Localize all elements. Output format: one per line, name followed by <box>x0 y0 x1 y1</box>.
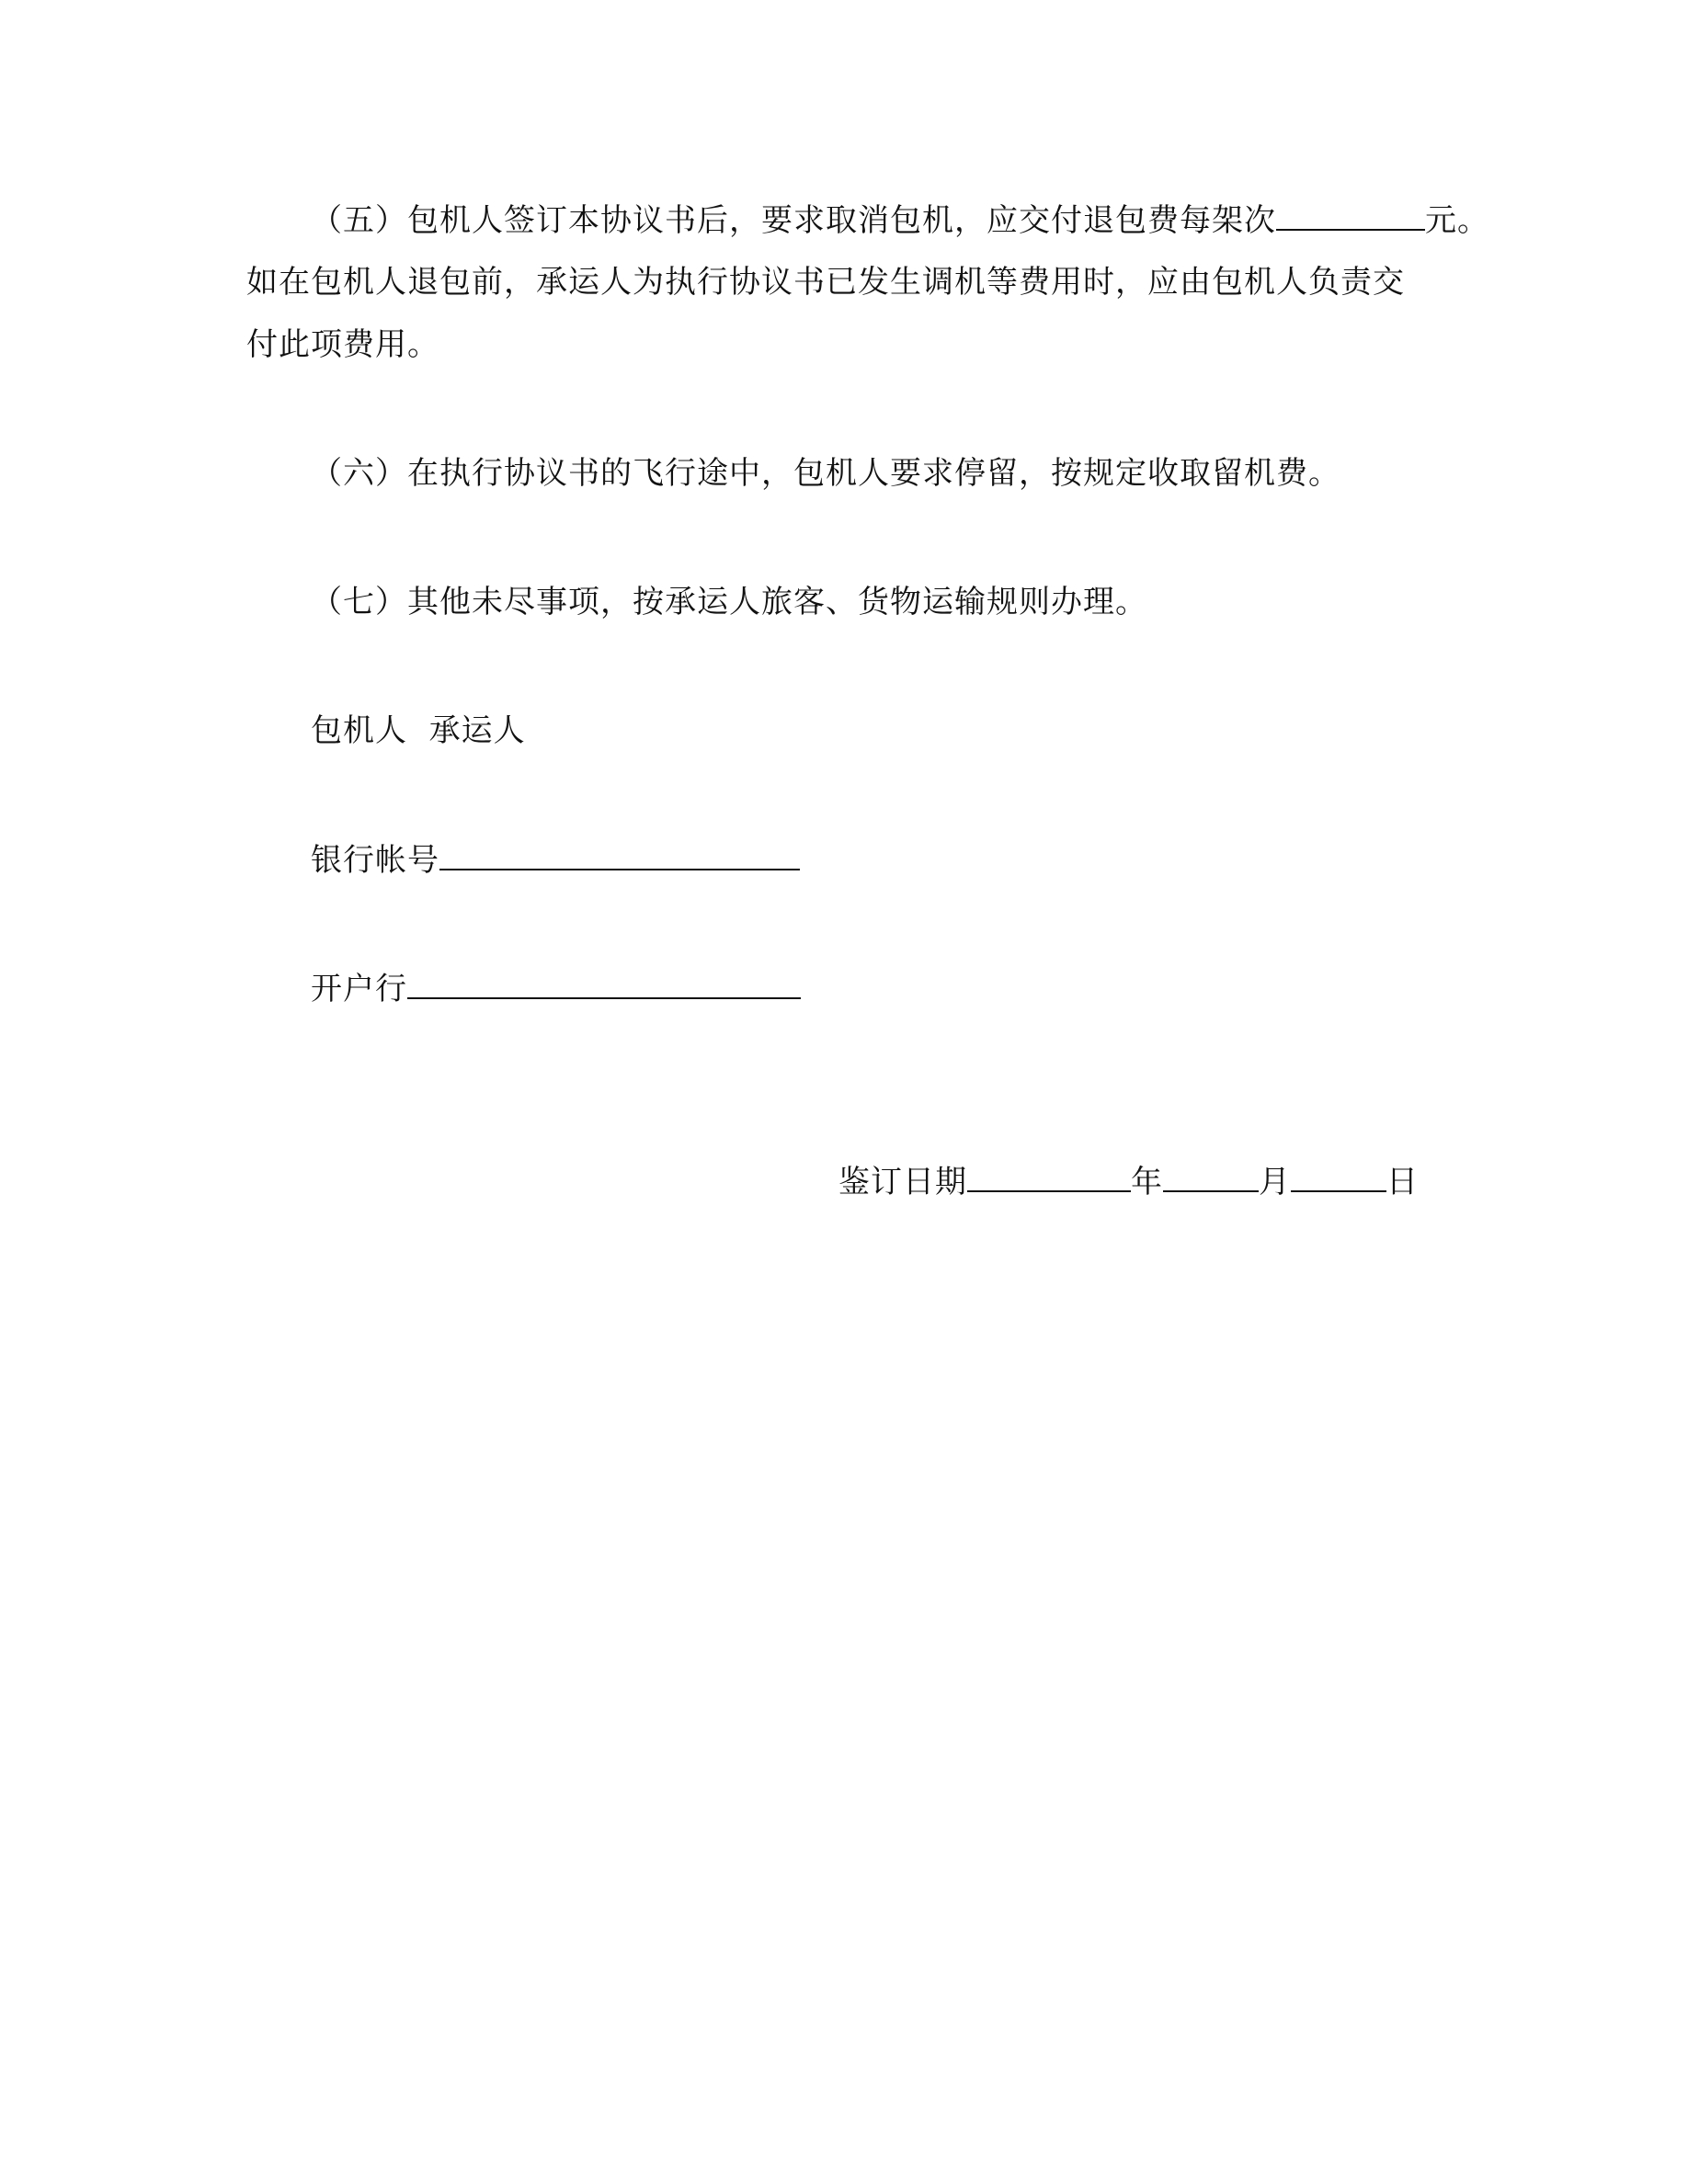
parties-line: 包机人 承运人 <box>311 712 526 749</box>
bank-blank[interactable] <box>407 968 801 999</box>
month-label: 月 <box>1259 1164 1291 1200</box>
signing-date-line <box>838 1161 1419 1200</box>
clause-5-line-2: 如在包机人退包前，承运人为执行协议书已发生调机等费用时，应由包机人负责交 <box>246 264 1405 301</box>
clause-5-text: （五）包机人签订本协议书后，要求取消包机，应交付退包费每架次 <box>311 202 1276 239</box>
bank-account-blank[interactable] <box>439 839 800 870</box>
clause-5-line-1 <box>311 199 1489 239</box>
refund-fee-blank[interactable] <box>1276 199 1425 231</box>
month-blank[interactable] <box>1163 1161 1259 1192</box>
bank-label: 开户行 <box>311 971 407 1007</box>
clause-6: （六）在执行协议书的飞行途中，包机人要求停留，按规定收取留机费。 <box>311 455 1340 492</box>
year-label: 年 <box>1131 1164 1163 1200</box>
day-blank[interactable] <box>1291 1161 1386 1192</box>
bank-account-label: 银行帐号 <box>311 842 439 879</box>
clause-7: （七）其他未尽事项，按承运人旅客、货物运输规则办理。 <box>311 584 1147 620</box>
year-blank[interactable] <box>967 1161 1131 1192</box>
clause-5-unit: 元。 <box>1425 202 1489 239</box>
signing-date-label: 鉴订日期 <box>838 1164 967 1200</box>
bank-account-line <box>311 839 800 879</box>
day-label: 日 <box>1386 1164 1419 1200</box>
clause-5-line-3: 付此项费用。 <box>246 326 439 363</box>
bank-line <box>311 968 801 1007</box>
